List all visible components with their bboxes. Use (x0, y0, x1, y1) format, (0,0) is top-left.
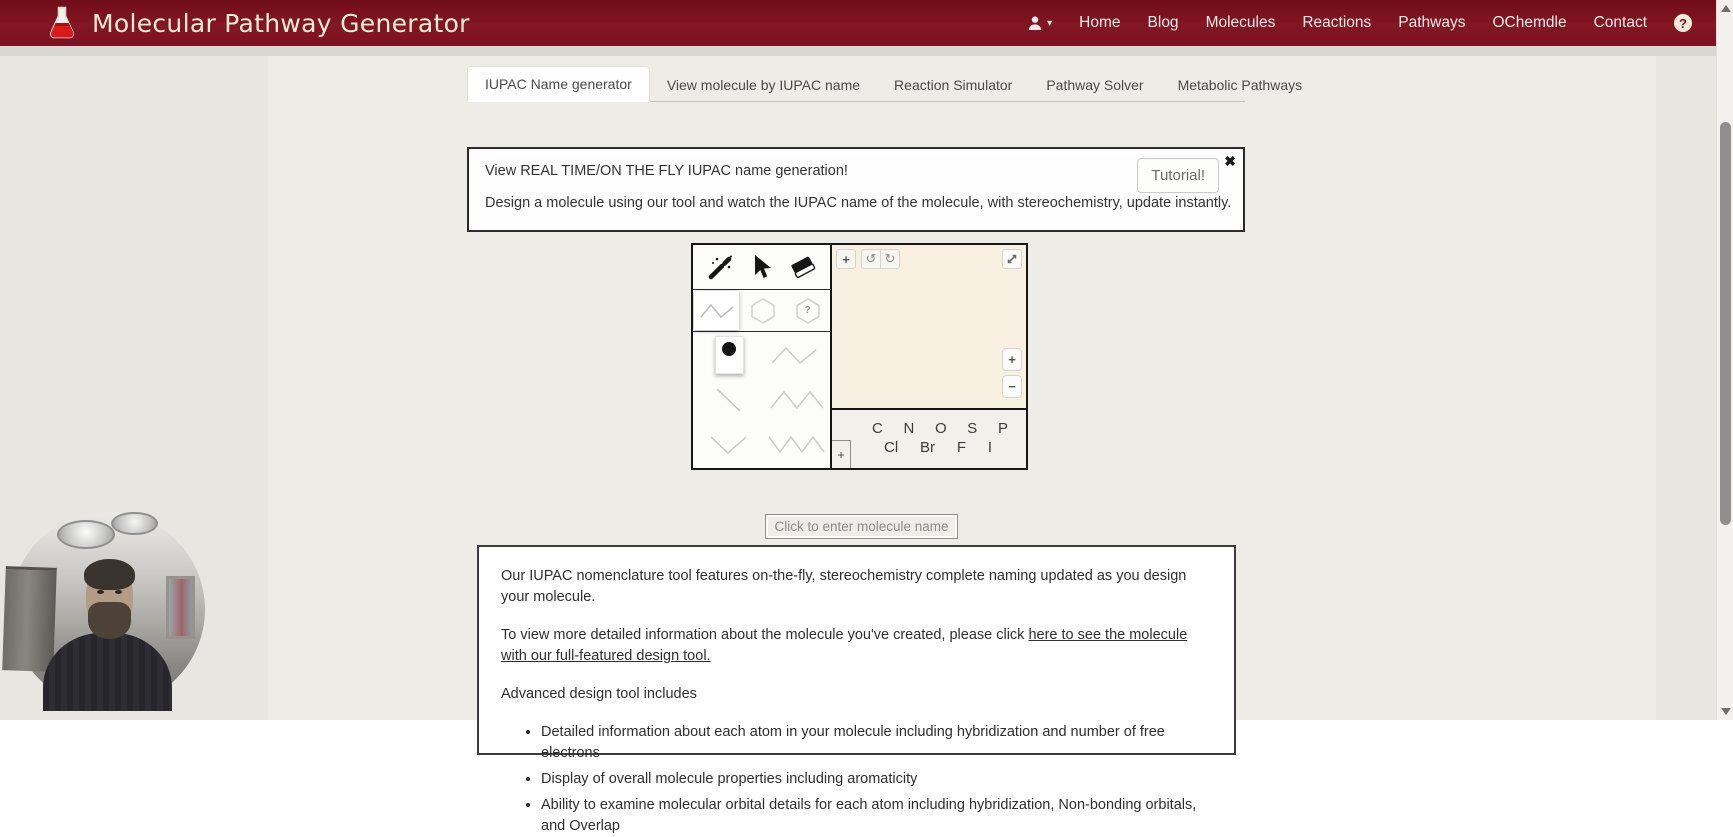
ring-unknown-tool[interactable] (785, 290, 830, 331)
molecule-name-button[interactable]: Click to enter molecule name (765, 514, 958, 539)
info-paragraph-2 (501, 625, 1212, 667)
ring-unknown-glyph: ? (804, 305, 811, 316)
help-icon[interactable]: ? (1674, 14, 1692, 32)
expand-icon[interactable] (1002, 249, 1022, 269)
element-i[interactable]: I (987, 439, 992, 456)
ceiling-light (111, 512, 158, 535)
flask-logo-icon (46, 5, 78, 41)
element-f[interactable]: F (956, 439, 966, 456)
header-bar (0, 0, 1716, 46)
structure-tool-row (693, 290, 830, 332)
nav-item-reactions[interactable]: Reactions (1302, 14, 1372, 31)
header-nav (1027, 14, 1716, 32)
nav-item-pathways[interactable]: Pathways (1398, 14, 1466, 31)
zoom-in-button[interactable]: + (1002, 348, 1022, 371)
element-palette (832, 410, 1026, 468)
user-icon (1027, 15, 1043, 31)
angle-bond-tool[interactable] (693, 423, 765, 468)
feature-item: • Ability to examine molecular orbital details for each atom including hybridization, Non-bonding orbitals, and Overlap (541, 795, 1212, 837)
person-eye (115, 590, 122, 594)
nav-item-molecules[interactable]: Molecules (1205, 14, 1276, 31)
undo-icon[interactable]: ↺ (861, 249, 881, 269)
add-element-button[interactable]: + (832, 440, 851, 468)
scroll-down-icon[interactable] (1721, 708, 1731, 715)
nav-item-contact[interactable]: Contact (1593, 14, 1647, 31)
info-paragraph-3: Advanced design tool includes (501, 686, 697, 703)
tab-iupac-name-generator[interactable]: IUPAC Name generator (467, 66, 650, 102)
user-menu[interactable] (1027, 15, 1052, 31)
element-s[interactable]: S (967, 420, 978, 437)
magic-wand-icon[interactable] (705, 252, 735, 282)
tab-pathway-solver[interactable]: Pathway Solver (1046, 77, 1144, 93)
atom-dot (722, 342, 736, 356)
redo-icon[interactable]: ↻ (880, 249, 900, 269)
info-paragraph-2-text: To view more detailed information about the molecule you've created, please click (501, 627, 1029, 644)
ceiling-light (57, 520, 116, 549)
person-hair (84, 559, 135, 590)
nav-item-home[interactable]: Home (1079, 14, 1121, 31)
chain-template-5[interactable] (765, 377, 830, 422)
info-paragraph-1: Our IUPAC nomenclature tool features on-the-fly, stereochemistry complete naming updated as you design your molecule. (501, 568, 1187, 606)
person-beard (88, 602, 131, 639)
person-eye (97, 590, 104, 594)
eraser-icon[interactable] (788, 252, 818, 282)
feature-item: • Display of overall molecule properties including aromaticity (541, 769, 1212, 790)
person-torso (43, 633, 172, 711)
webcam-avatar (10, 512, 205, 707)
element-n[interactable]: N (903, 420, 915, 437)
iupac-info-panel (477, 545, 1236, 835)
background-cabinet (2, 566, 56, 672)
single-bond-tool[interactable] (693, 377, 765, 422)
element-br[interactable]: Br (920, 439, 935, 456)
element-row-1 (872, 420, 1008, 437)
editor-mode-row (693, 245, 830, 290)
tab-bar (467, 64, 1303, 102)
notice-body: Design a molecule using our tool and watch the IUPAC name of the molecule, with stereochemistry, update instantly. (485, 195, 1232, 211)
nav-item-blog[interactable]: Blog (1147, 14, 1179, 31)
element-c[interactable]: C (872, 420, 883, 437)
page-title: Molecular Pathway Generator (92, 8, 470, 38)
tab-view-molecule-by-iupac-name[interactable]: View molecule by IUPAC name (666, 77, 861, 93)
header-divider (0, 46, 1716, 56)
element-cl[interactable]: Cl (884, 439, 899, 456)
ring-tool[interactable] (740, 290, 785, 331)
tab-reaction-simulator[interactable]: Reaction Simulator (894, 77, 1013, 93)
chain-template-6[interactable] (765, 423, 830, 468)
chain-template-4[interactable] (765, 332, 830, 377)
bond-template-grid (693, 332, 830, 468)
scroll-up-icon[interactable] (1721, 5, 1731, 12)
element-o[interactable]: O (934, 420, 947, 437)
select-cursor-icon[interactable] (746, 252, 776, 282)
feature-list (501, 722, 1212, 837)
background-picture-frame (166, 576, 195, 638)
molecule-editor (691, 243, 1028, 470)
editor-toolbar (693, 245, 832, 468)
notice-title: View REAL TIME/ON THE FLY IUPAC name generation! (485, 163, 848, 179)
chain-tool-selected[interactable] (694, 291, 739, 330)
atom-tool[interactable] (693, 332, 765, 377)
scrollbar[interactable] (1716, 0, 1733, 720)
close-icon[interactable]: ✖ (1224, 153, 1236, 169)
element-p[interactable]: P (997, 420, 1008, 437)
add-button[interactable]: + (836, 249, 856, 269)
design-tool-link[interactable]: here to see the molecule with our full-featured design tool. (501, 627, 1188, 665)
element-row-2 (884, 439, 992, 456)
scrollbar-thumb[interactable] (1720, 122, 1731, 525)
chevron-down-icon: ▾ (1047, 17, 1053, 29)
nav-item-ochemdle[interactable]: OChemdle (1492, 14, 1567, 31)
drawing-canvas[interactable] (832, 245, 1026, 410)
zoom-out-button[interactable]: − (1002, 375, 1022, 398)
tutorial-notice-box (467, 147, 1245, 232)
tutorial-button[interactable]: Tutorial! (1137, 158, 1219, 193)
tab-metabolic-pathways[interactable]: Metabolic Pathways (1177, 77, 1303, 93)
feature-item: • Detailed information about each atom in your molecule including hybridization and number of free electrons (541, 722, 1212, 764)
editor-canvas-column (832, 245, 1026, 468)
